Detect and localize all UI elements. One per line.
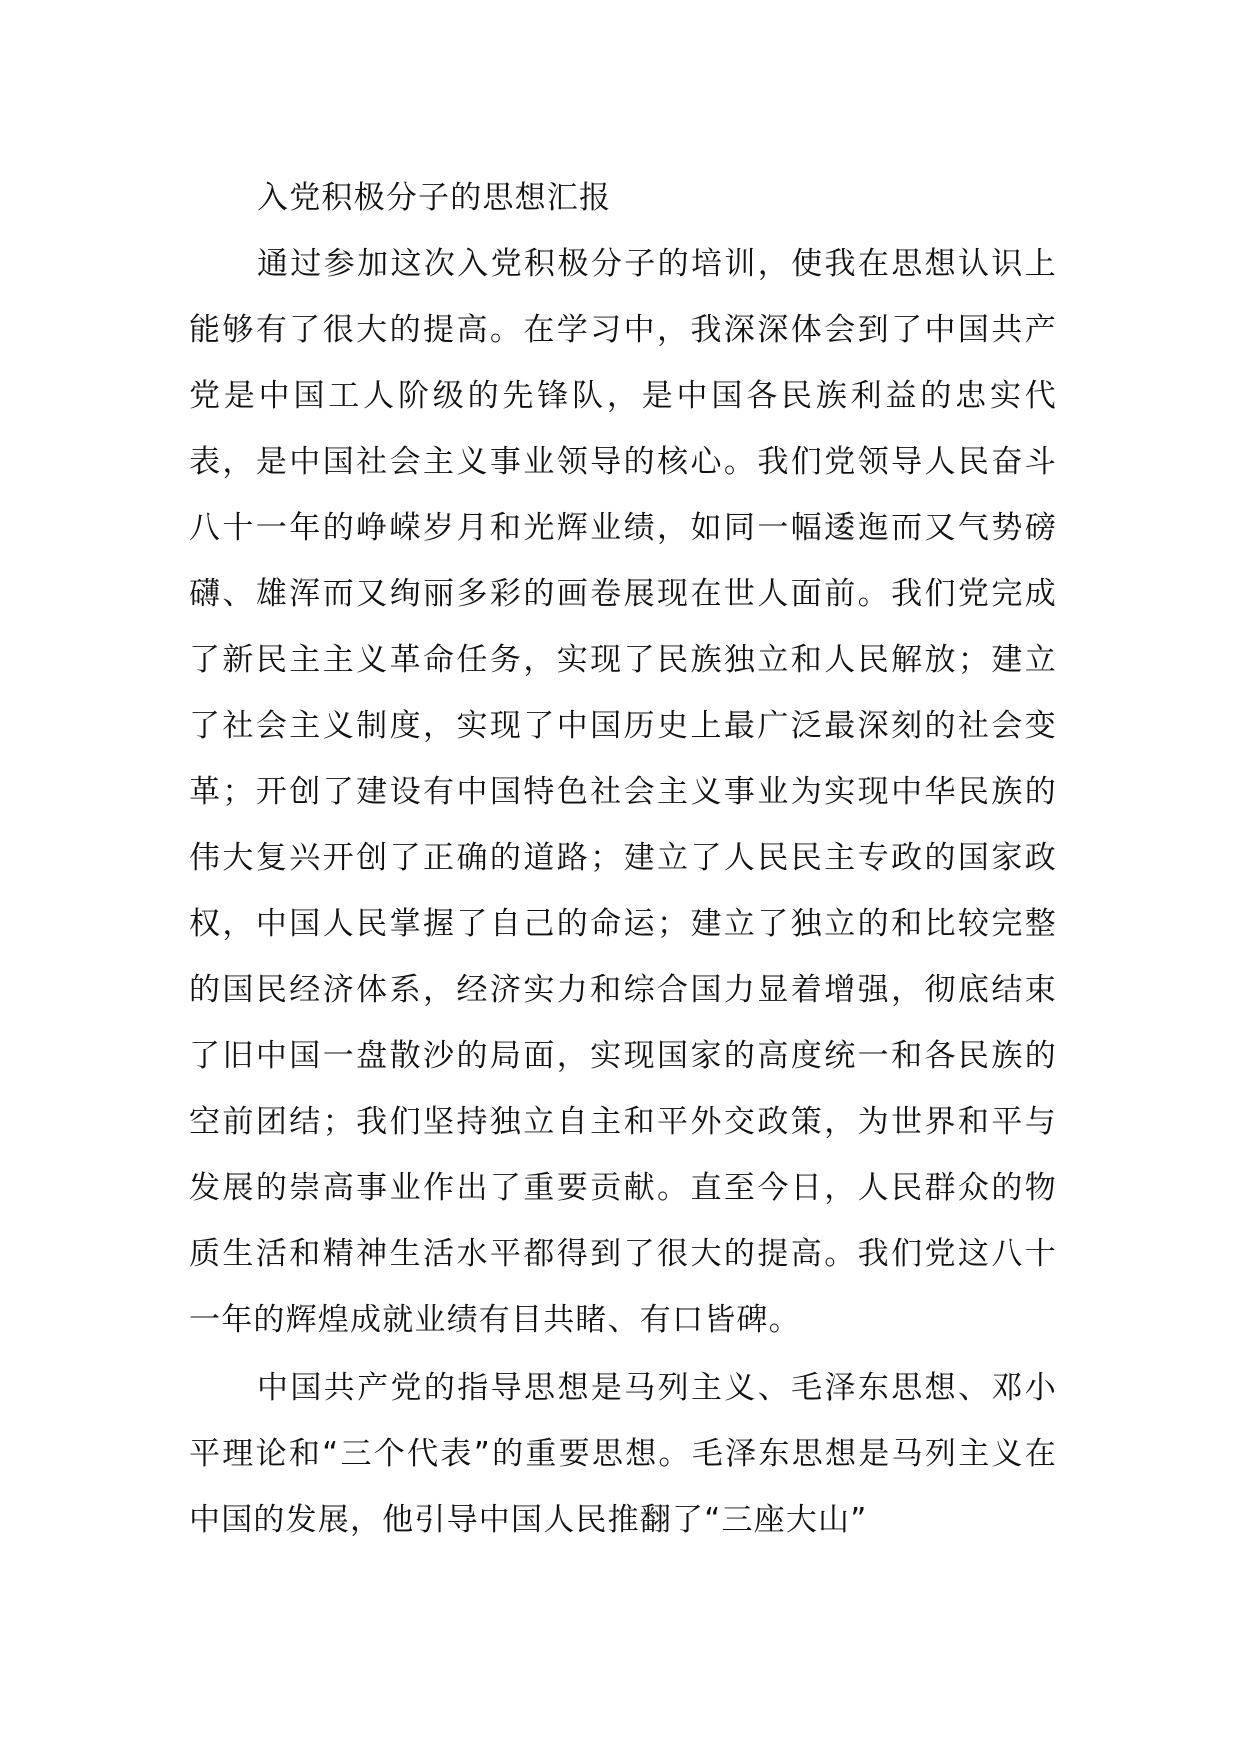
document-title: 入党积极分子的思想汇报 xyxy=(257,180,612,216)
paragraph-1: 通过参加这次入党积极分子的培训，使我在思想认识上能够有了很大的提高。在学习中，我深深体会到了中国共产党是中国工人阶级的先锋队，是中国各民族利益的忠实代表，是中国社会主义事业领导的核心。我们党领导人民奋斗八十一年的峥嵘岁月和光辉业绩，如同一幅逶迤而又气势磅礴、雄浑而又绚丽多彩的画卷展现在世人面前。我们党完成了新民主主义革命任务，实现了民族独立和人民解放；建立了社会主义制度，实现了中国历史上最广泛最深刻的社会变革；开创了建设有中国特色社会主义事业为实现中华民族的伟大复兴开创了正确的道路；建立了人民民主专政的国家政权，中国人民掌握了自己的命运；建立了独立的和比较完整的国民经济体系，经济实力和综合国力显着增强，彻底结束了旧中国一盘散沙的局面，实现国家的高度统一和各民族的空前团结；我们坚持独立自主和平外交政策，为世界和平与发展的崇高事业作出了重要贡献。直至今日，人民群众的物质生活和精神生活水平都得到了很大的提高。我们党这八十一年的辉煌成就业绩有目共睹、有口皆碑。 xyxy=(189,246,1057,1338)
document-body xyxy=(189,165,1057,1553)
paragraph-2: 中国共产党的指导思想是马列主义、毛泽东思想、邓小平理论和“三个代表”的重要思想。毛泽东思想是马列主义在中国的发展，他引导中国人民推翻了“三座大山” xyxy=(189,1370,1057,1538)
